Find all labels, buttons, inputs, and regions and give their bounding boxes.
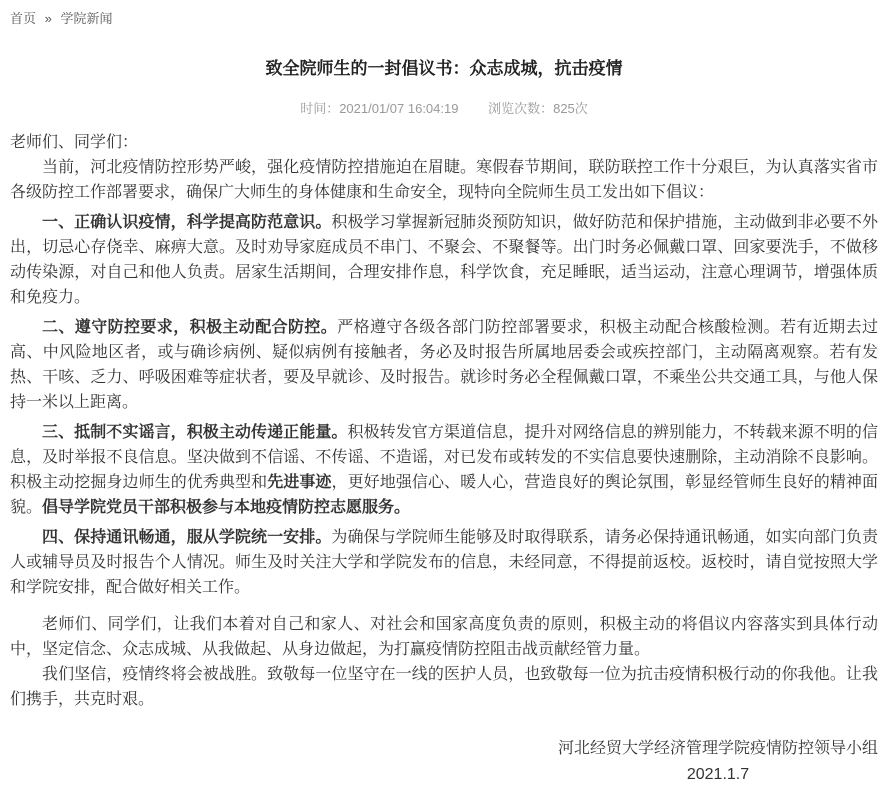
section-3-heading: 三、抵制不实谣言，积极主动传递正能量。 (42, 424, 348, 441)
breadcrumb-separator: » (44, 11, 52, 26)
paragraph-text: 为确保与学院师生能够及时取得联系，请务必保持通讯畅通，如实向部门负责人或辅导员及时报告个人情况。师生及时关注大学和学院发布的信息，未经同意，不得提前返校。返校时，请自觉按照大学和学院安排，配合做好相关工作。 (10, 529, 878, 596)
section-2-paragraph (10, 315, 878, 415)
paragraph-text: 积极学习掌握新冠肺炎预防知识，做好防范和保护措施，主动做到非必要不外出，切忌心存侥幸、麻痹大意。及时劝导家庭成员不串门、不聚会、不聚餐等。出门时务必佩戴口罩、回家要洗手，不做移动传染源，对自己和他人负责。居家生活期间，合理安排作息，科学饮食，充足睡眠，适当运动，注意心理调节，增强体质和免疫力。 (10, 214, 878, 306)
paragraph-text: 老师们、同学们，让我们本着对自己和家人、对社会和国家高度负责的原则，积极主动的将倡议内容落实到具体行动中，坚定信念、众志成城、从我做起、从身边做起，为打赢疫情防控阻击战贡献经管力量。 (10, 616, 878, 658)
paragraph-text: 当前，河北疫情防控形势严峻，强化疫情防控措施迫在眉睫。寒假春节期间，联防联控工作十分艰巨，为认真落实省市各级防控工作部署要求，确保广大师生的身体健康和生命安全，现特向全院师生员工发出如下倡议： (10, 159, 878, 201)
section-3-paragraph (10, 420, 878, 520)
section-1-heading: 一、正确认识疫情，科学提高防范意识。 (42, 214, 332, 231)
salutation-paragraph (10, 130, 878, 155)
section-4-paragraph (10, 525, 878, 600)
signature-organization: 河北经贸大学经济管理学院疫情防控领导小组 (557, 740, 878, 757)
paragraph-text: 积极转发官方渠道信息，提升对网络信息的辨别能力，不转载来源不明的信息，及时举报不良信息。坚决做到不信谣、不传谣、不造谣，对已发布或转发的不实信息要快速删除，主动消除不良影响。积极主动挖掘身边师生的优秀典型和 (10, 424, 878, 491)
article-meta (0, 98, 888, 117)
intro-paragraph (10, 155, 878, 205)
closing-paragraph-2 (10, 662, 878, 712)
paragraph-text: 严格遵守各级各部门防控部署要求，积极主动配合核酸检测。若有近期去过高、中风险地区者，或与确诊病例、疑似病例有接触者，务必及时报告所属地居委会或疾控部门，主动隔离观察。若有发热、干咳、乏力、呼吸困难等症状者，要及早就诊、及时报告。就诊时务必全程佩戴口罩，不乘坐公共交通工具，与他人保持一米以上距离。 (10, 319, 878, 411)
view-count: 浏览次数：825次 (488, 101, 588, 116)
signature-block (558, 736, 878, 804)
emphasis-text: 倡导学院党员干部积极参与本地疫情防控志愿服务。 (42, 499, 411, 516)
paragraph-text: 老师们、同学们： (10, 134, 139, 151)
section-2-heading: 二、遵守防控要求，积极主动配合防控。 (42, 319, 338, 336)
emphasis-text: 先进事迹 (267, 474, 332, 491)
paragraph-text: 我们坚信，疫情终将会被战胜。致敬每一位坚守在一线的医护人员，也致敬每一位为抗击疫情积极行动的你我他。让我们携手，共克时艰。 (10, 666, 878, 708)
signature-date: 2021.1.7 (686, 766, 750, 783)
breadcrumb-home-link[interactable]: 首页 (10, 11, 37, 26)
breadcrumb-section-link[interactable]: 学院新闻 (60, 11, 113, 26)
section-4-heading: 四、保持通讯畅通，服从学院统一安排。 (42, 529, 332, 546)
breadcrumb (0, 0, 888, 27)
paragraph-text: ，更好地强信心、暖人心，营造良好的舆论氛围，彰显经管师生良好的精神面貌。 (10, 474, 878, 516)
article-body (0, 130, 888, 712)
publish-time: 时间：2021/01/07 16:04:19 (300, 101, 459, 116)
closing-paragraph-1 (10, 612, 878, 662)
page-title: 致全院师生的一封倡议书：众志成城，抗击疫情 (265, 59, 623, 78)
section-1-paragraph (10, 210, 878, 310)
